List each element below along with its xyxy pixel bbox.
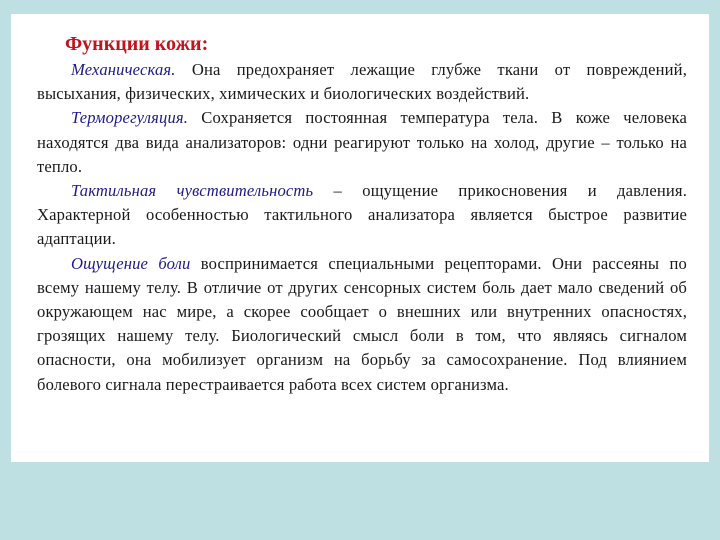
- term-tactile: Тактильная чувствительность: [71, 181, 314, 201]
- paragraph-pain: [37, 252, 687, 397]
- term-pain: Ощущение боли: [71, 253, 191, 273]
- paragraph-thermoregulation-text: Сохраняется постоянная температура тела. В коже человека находятся два вида анализаторов: одни реагируют только на холод, другие – только на тепло.: [37, 108, 687, 176]
- paragraph-tactile: [37, 179, 687, 252]
- term-thermoregulation: Терморегуляция.: [71, 108, 189, 128]
- paragraph-thermoregulation: [37, 106, 687, 179]
- slide-content-card: [11, 14, 709, 462]
- paragraph-tactile-text: – ощущение прикосновения и давления. Характерной особенностью тактильного анализатора является быстрое развитие адаптации.: [37, 181, 687, 249]
- paragraph-mechanical-text: Она предохраняет лежащие глубже ткани от повреждений, высыхания, физических, химических и биологических воздействий.: [37, 60, 687, 104]
- slide-title: Функции кожи:: [65, 33, 209, 55]
- term-mechanical: Механическая.: [71, 60, 176, 79]
- paragraph-pain-text: воспринимается специальными рецепторами. Они рассеяны по всему нашему телу. В отличие от других сенсорных систем боль дает мало сведений об окружающем нас мире, а скорее сообщает о внешних или внутренних опасностях, грозящих нашему телу. Биологический смысл боли в том, что являясь сигналом опасности, она мобилизует организм на борьбу за самосохранение. Под влиянием болевого сигнала перестраивается работа всех систем организма.: [37, 253, 687, 394]
- paragraph-mechanical: [37, 58, 687, 106]
